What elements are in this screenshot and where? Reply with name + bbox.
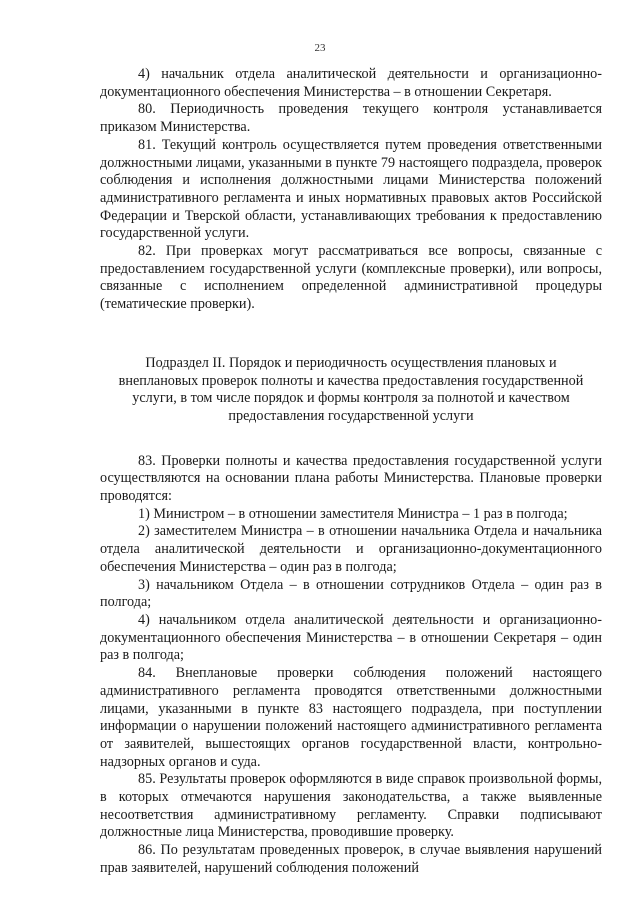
paragraph-86: 86. По результатам проведенных проверок, в случае выявления нарушений прав заявителей, нарушений соблюдения положений xyxy=(100,842,602,876)
paragraph-80: 80. Периодичность проведения текущего контроля устанавливается приказом Министерства. xyxy=(100,101,602,136)
section-title: Подраздел II. Порядок и периодичность осуществления плановых и внеплановых проверок полноты и качества предоставления государственной услуги, в том числе порядок и формы контроля за полнотой и качеством предоставления государственной услуги xyxy=(118,354,584,424)
document-body xyxy=(100,66,602,878)
paragraph-83-item-3: 3) начальником Отдела – в отношении сотрудников Отдела – один раз в полгода; xyxy=(100,576,602,611)
paragraph-84: 84. Внеплановые проверки соблюдения положений настоящего административного регламента проводятся ответственными должностными лицами, указанными в пункте 83 настоящего подраздела, при поступлении информации о нарушении положений настоящего административного регламента от заявителей, вышестоящих органов государственной власти, контрольно-надзорных органов и суда. xyxy=(100,665,602,770)
paragraph-83-item-2: 2) заместителем Министра – в отношении начальника Отдела и начальника отдела аналитической деятельности и организационно-документационного обеспечения Министерства – один раз в полгода; xyxy=(100,523,602,575)
paragraph-83-item-1: 1) Министром – в отношении заместителя Министра – 1 раз в полгода; xyxy=(138,505,568,522)
paragraph-85: 85. Результаты проверок оформляются в виде справок произвольной формы, в которых отмечаются нарушения законодательства, а также выявленные несоответствия административному регламенту. Справки подписывают должностные лица Министерства, проводившие проверку. xyxy=(100,771,602,841)
page-number: 23 xyxy=(314,42,326,54)
paragraph-83-item-4: 4) начальником отдела аналитической деятельности и организационно-документационного обеспечения Министерства – в отношении Секретаря – один раз в полгода; xyxy=(100,611,602,664)
paragraph-82: 82. При проверках могут рассматриваться все вопросы, связанные с предоставлением государственной услуги (комплексные проверки), или вопросы, связанные с исполнением определенной административной процедуры (тематические проверки). xyxy=(100,243,602,313)
paragraph-83: 83. Проверки полноты и качества предоставления государственной услуги осуществляются на основании плана работы Министерства. Плановые проверки проводятся: xyxy=(100,452,602,505)
paragraph-79-item-4: 4) начальник отдела аналитической деятельности и организационно-документационного обеспечения Министерства – в отношении Секретаря. xyxy=(100,66,602,100)
paragraph-81: 81. Текущий контроль осуществляется путем проведения ответственными должностными лицами, указанными в пункте 79 настоящего подраздела, проверок соблюдения и исполнения должностными лицами Министерства положений административного регламента и иных нормативных правовых актов Российской Федерации и Тверской области, устанавливающих требования к предоставлению государственной услуги. xyxy=(100,136,602,242)
